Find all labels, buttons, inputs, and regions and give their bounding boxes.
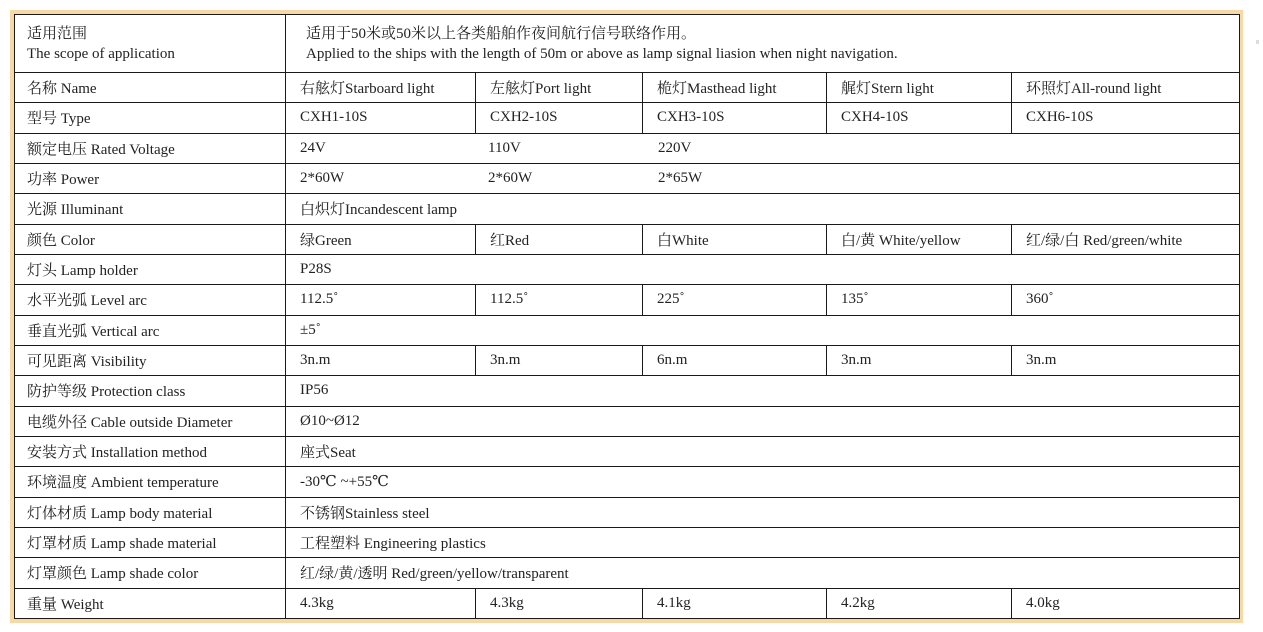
table-cell: ±5˚ [286,315,1240,345]
table-cell: 红/绿/白 Red/green/white [1012,224,1240,254]
table-row-type [15,103,1240,133]
table-cell: 白White [643,224,827,254]
row-label: 灯体材质 Lamp body material [15,497,286,527]
table-cell: 3n.m [476,345,643,375]
table-cell: 4.0kg [1012,588,1240,618]
table-cell: 左舷灯Port light [476,73,643,103]
table-cell: 3n.m [1012,345,1240,375]
voltage-value: 220V [658,139,692,156]
table-cell: 绿Green [286,224,476,254]
row-label: 重量 Weight [15,588,286,618]
table-cell: 4.2kg [827,588,1012,618]
spec-table-frame [10,10,1243,623]
row-label: 额定电压 Rated Voltage [15,133,286,163]
table-cell: CXH6-10S [1012,103,1240,133]
power-value: 2*60W [488,170,533,187]
row-label: 水平光弧 Level arc [15,285,286,315]
table-cell: 4.3kg [286,588,476,618]
table-cell: -30℃ ~+55℃ [286,467,1240,497]
table-row-protection [15,376,1240,406]
table-cell: P28S [286,254,1240,284]
table-cell: 白/黄 White/yellow [827,224,1012,254]
table-cell: 不锈钢Stainless steel [286,497,1240,527]
table-cell: 右舷灯Starboard light [286,73,476,103]
table-cell: IP56 [286,376,1240,406]
scope-label-en: The scope of application [27,45,175,62]
table-row-scope [15,15,1240,73]
table-cell: 4.1kg [643,588,827,618]
table-row-color [15,224,1240,254]
table-cell: 红/绿/黄/透明 Red/green/yellow/transparent [286,558,1240,588]
table-cell: 环照灯All-round light [1012,73,1240,103]
row-label: 防护等级 Protection class [15,376,286,406]
table-cell: 6n.m [643,345,827,375]
table-cell: 白炽灯Incandescent lamp [286,194,1240,224]
row-label: 电缆外径 Cable outside Diameter [15,406,286,436]
table-row-installation [15,436,1240,466]
table-cell: CXH2-10S [476,103,643,133]
table-row-illuminant [15,194,1240,224]
table-cell: 艉灯Stern light [827,73,1012,103]
table-cell: 4.3kg [476,588,643,618]
row-label: 灯罩颜色 Lamp shade color [15,558,286,588]
table-cell: 112.5˚ [286,285,476,315]
row-label: 型号 Type [15,103,286,133]
table-row-cable [15,406,1240,436]
table-row-visibility [15,345,1240,375]
voltage-value: 24V [300,139,326,156]
table-row-weight [15,588,1240,618]
row-label: 颜色 Color [15,224,286,254]
row-label: 安装方式 Installation method [15,436,286,466]
row-label: 垂直光弧 Vertical arc [15,315,286,345]
row-label: 灯头 Lamp holder [15,254,286,284]
table-row-level-arc [15,285,1240,315]
scope-value-cn: 适用于50米或50米以上各类船舶作夜间航行信号联络作用。 [306,25,697,42]
row-label: 光源 Illuminant [15,194,286,224]
table-cell: 红Red [476,224,643,254]
table-cell: 360˚ [1012,285,1240,315]
table-row-body-material [15,497,1240,527]
spec-table [14,14,1240,619]
table-cell: 工程塑料 Engineering plastics [286,527,1240,557]
table-cell: CXH1-10S [286,103,476,133]
table-row-power [15,163,1240,193]
row-label [15,15,286,73]
table-cell: CXH4-10S [827,103,1012,133]
table-cell: 135˚ [827,285,1012,315]
row-label: 名称 Name [15,73,286,103]
table-cell: Ø10~Ø12 [286,406,1240,436]
table-row-vertical-arc [15,315,1240,345]
table-cell [286,133,1240,163]
edge-mark [1256,40,1259,44]
scope-value-en: Applied to the ships with the length of 50m or above as lamp signal liasion when night navigation. [306,45,898,62]
table-row-name [15,73,1240,103]
table-row-shade-color [15,558,1240,588]
table-row-voltage [15,133,1240,163]
row-label: 可见距离 Visibility [15,345,286,375]
table-row-shade-material [15,527,1240,557]
power-value: 2*65W [658,170,703,187]
table-cell [286,163,1240,193]
row-label: 功率 Power [15,163,286,193]
table-cell: 座式Seat [286,436,1240,466]
row-label: 环境温度 Ambient temperature [15,467,286,497]
table-cell: 桅灯Masthead light [643,73,827,103]
voltage-value: 110V [488,139,521,156]
scope-label-cn: 适用范围 [27,25,88,42]
table-cell: 112.5˚ [476,285,643,315]
scope-value [286,15,1240,73]
table-cell: 3n.m [827,345,1012,375]
table-row-ambient [15,467,1240,497]
table-cell: 3n.m [286,345,476,375]
table-cell: CXH3-10S [643,103,827,133]
power-value: 2*60W [300,170,345,187]
table-row-lamp-holder [15,254,1240,284]
table-cell: 225˚ [643,285,827,315]
row-label: 灯罩材质 Lamp shade material [15,527,286,557]
